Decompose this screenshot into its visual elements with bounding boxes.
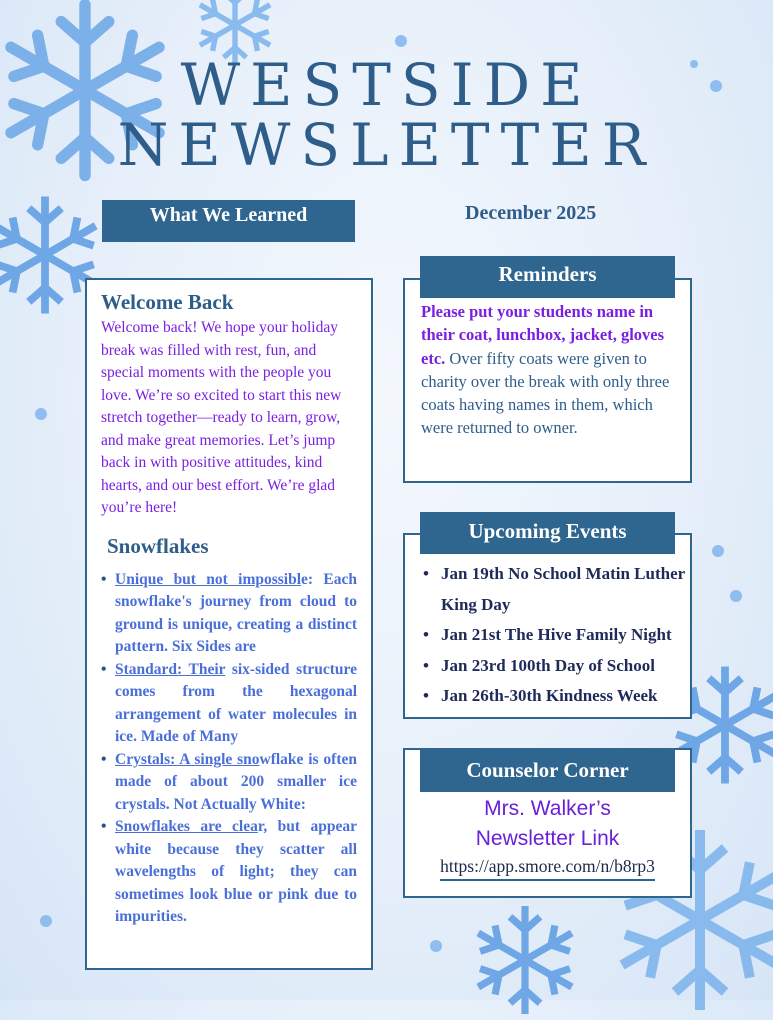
welcome-body: Welcome back! We hope your holiday break was filled with rest, fun, and special moments with the people you love. We’re so excited to start this new stretch together—ready to learn, grow, and make great memories. Let’s jump back in with positive attitudes, kind hearts, and our best effort. We’re glad you’re here! — [101, 319, 342, 516]
fact-link[interactable]: Standard: Their — [115, 660, 226, 678]
newsletter-url[interactable]: https://app.smore.com/n/b8rp3 — [440, 856, 655, 881]
list-item: • Standard: Their six-sided structure comes from the hexagonal arrangement of water molecules in ice. Made of Many — [101, 660, 357, 745]
list-item: • Unique but not impossible: Each snowflake's journey from cloud to ground is unique, creating a distinct pattern. Six Sides are — [101, 570, 358, 655]
reminders-bold: Please put your students name in their coat, lunchbox, jacket, gloves etc. — [421, 302, 665, 368]
event-text: Jan 23rd 100th Day of School — [441, 655, 655, 675]
event-text: Jan 19th No School Matin Luther King Day — [441, 564, 685, 614]
what-we-learned-panel — [85, 278, 373, 970]
snowflake-facts-list — [101, 569, 357, 929]
fact-text: wflake is often made of about 200 smaller ice crystals. Not Actually White: — [115, 750, 357, 813]
list-item: • Crystals: A single snowflake is often made of about 200 smaller ice crystals. Not Actually White: — [101, 750, 357, 813]
list-item: • Snowflakes are clear, but appear white because they scatter all wavelengths of light; they can sometimes look blue or pink due to impurities. — [101, 818, 357, 925]
event-text: Jan 26th-30th Kindness Week — [441, 686, 658, 705]
fact-text: six-sided structure comes from the hexagonal arrangement of water molecules in ice. Made of Many — [115, 660, 357, 745]
upcoming-events-panel — [403, 533, 692, 719]
fact-text: r, but appear white because they scatter all wavelengths of light; they can sometimes look blue or pink due to impurities. — [115, 818, 357, 925]
event-item: • Jan 19th No School Matin Luther King Day — [423, 564, 685, 614]
event-item: • Jan 21st The Hive Family Night — [423, 625, 672, 644]
welcome-heading: Welcome Back — [101, 290, 234, 314]
snowflakes-heading: Snowflakes — [107, 533, 209, 558]
date-label: December 2025 — [465, 202, 597, 224]
fact-link[interactable]: Unique but not impossibl — [115, 570, 302, 588]
snowflake-icon — [460, 900, 590, 1020]
upcoming-events-header: Upcoming Events — [420, 512, 675, 554]
what-we-learned-header: What We Learned — [102, 200, 355, 242]
events-list — [423, 559, 690, 712]
newsletter-title-line1: WESTSIDE — [180, 51, 593, 119]
reminders-panel — [403, 278, 692, 483]
newsletter-title-line2: NEWSLETTER — [117, 111, 656, 179]
newsletter-link-text[interactable]: Mrs. Walker’s Newsletter Link — [475, 797, 620, 850]
event-text: Jan 21st The Hive Family Night — [441, 625, 672, 644]
fact-text: e: Each snowflake's journey from cloud to ground is unique, creating a distinct pattern. Six Sides are — [115, 570, 358, 655]
event-item: • Jan 23rd 100th Day of School — [423, 655, 655, 675]
counselor-corner-header: Counselor Corner — [420, 750, 675, 792]
event-item: • Jan 26th-30th Kindness Week — [423, 686, 658, 705]
reminders-header: Reminders — [420, 256, 675, 298]
fact-link[interactable]: Crystals: A single sno — [115, 750, 260, 768]
reminders-body: Over fifty coats were given to charity over the break with only three coats having names in them, which were returned to owner. — [421, 348, 670, 438]
fact-link[interactable]: Snowflakes are clea — [115, 818, 258, 835]
